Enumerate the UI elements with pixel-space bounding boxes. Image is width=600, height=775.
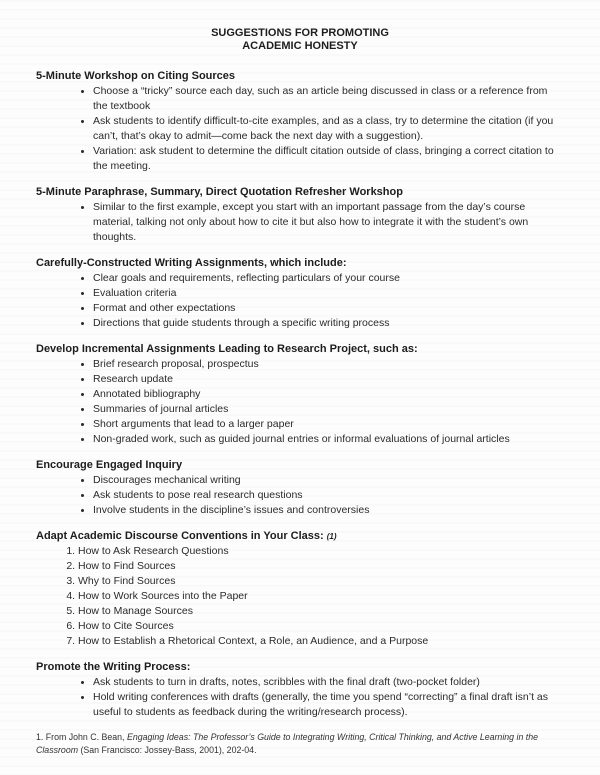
section-incremental-assignments [36,342,564,447]
bullet-list [36,473,564,518]
list-item: • Brief research proposal, prospectus [93,357,564,372]
list-item: • Involve students in the discipline’s issues and controversies [93,503,564,518]
bullet-list [36,84,564,174]
section-writing-assignments [36,256,564,331]
list-item: • Choose a “tricky” source each day, such as an article being discussed in class or a reference from the textbook [93,84,564,114]
list-item: • Ask students to identify difficult-to-cite examples, and as a class, try to determine the citation (if you can’t, that’s okay to admit—come back the next day with a suggestion). [93,114,564,144]
list-item: • Clear goals and requirements, reflecting particulars of your course [93,271,564,286]
list-item: 6. How to Cite Sources [78,619,564,634]
list-item: • Evaluation criteria [93,286,564,301]
list-item: • Directions that guide students through a specific writing process [93,316,564,331]
list-item: 1. How to Ask Research Questions [78,544,564,559]
bullet-list [36,675,564,720]
list-item: • Annotated bibliography [93,387,564,402]
list-item: 3. Why to Find Sources [78,574,564,589]
numbered-list [36,544,564,649]
bullet-list [36,357,564,447]
list-item: • Hold writing conferences with drafts (generally, the time you spend “correcting” a final draft isn’t as useful to students as feedback during the writing/research process). [93,690,564,720]
list-item: 7. How to Establish a Rhetorical Context, a Role, an Audience, and a Purpose [78,634,564,649]
footnote-reference: (1) [326,532,337,541]
list-item: • Ask students to pose real research questions [93,488,564,503]
bullet-list [36,271,564,331]
list-item: • Short arguments that lead to a larger paper [93,417,564,432]
list-item: • Non-graded work, such as guided journal entries or informal evaluations of journal articles [93,432,564,447]
list-item: 2. How to Find Sources [78,559,564,574]
document-title [36,27,564,53]
document-title-line1: SUGGESTIONS FOR PROMOTING [211,27,389,39]
section-paraphrase-workshop [36,185,564,245]
list-item: • Summaries of journal articles [93,402,564,417]
list-item: • Similar to the first example, except you start with an important passage from the day’s course material, talking not only about how to cite it but also how to integrate it with the student’s own thoughts. [93,200,564,245]
section-heading: Promote the Writing Process: [36,661,191,673]
footnote-book-title: Engaging Ideas: The Professor’s Guide to Integrating Writing, Critical Thinking, and Active Learning in the Classroom [36,732,539,755]
list-item: • Discourages mechanical writing [93,473,564,488]
section-heading: Encourage Engaged Inquiry [36,459,183,471]
section-heading: 5-Minute Workshop on Citing Sources [36,70,236,82]
bullet-list [36,200,564,245]
list-item: • Variation: ask student to determine the difficult citation outside of class, bringing a correct citation to the meeting. [93,144,564,174]
list-item: 5. How to Manage Sources [78,604,564,619]
list-item: • Research update [93,372,564,387]
list-item: • Format and other expectations [93,301,564,316]
list-item: 4. How to Work Sources into the Paper [78,589,564,604]
section-heading: Carefully-Constructed Writing Assignments, which include: [36,257,347,269]
section-heading: 5-Minute Paraphrase, Summary, Direct Quotation Refresher Workshop [36,186,403,198]
footnote [36,731,564,756]
list-item: • Ask students to turn in drafts, notes, scribbles with the final draft (two-pocket folder) [93,675,564,690]
section-heading-text: Adapt Academic Discourse Conventions in Your Class: [36,530,324,542]
section-citing-sources [36,69,564,174]
section-heading [36,529,564,544]
section-engaged-inquiry [36,458,564,518]
document-title-line2: ACADEMIC HONESTY [242,40,358,52]
section-heading: Develop Incremental Assignments Leading to Research Project, such as: [36,343,418,355]
section-discourse-conventions [36,529,564,649]
section-writing-process [36,660,564,720]
footnote-suffix: (San Francisco: Jossey-Bass, 2001), 202-04. [78,744,257,755]
footnote-prefix: 1. From John C. Bean, [36,732,127,742]
